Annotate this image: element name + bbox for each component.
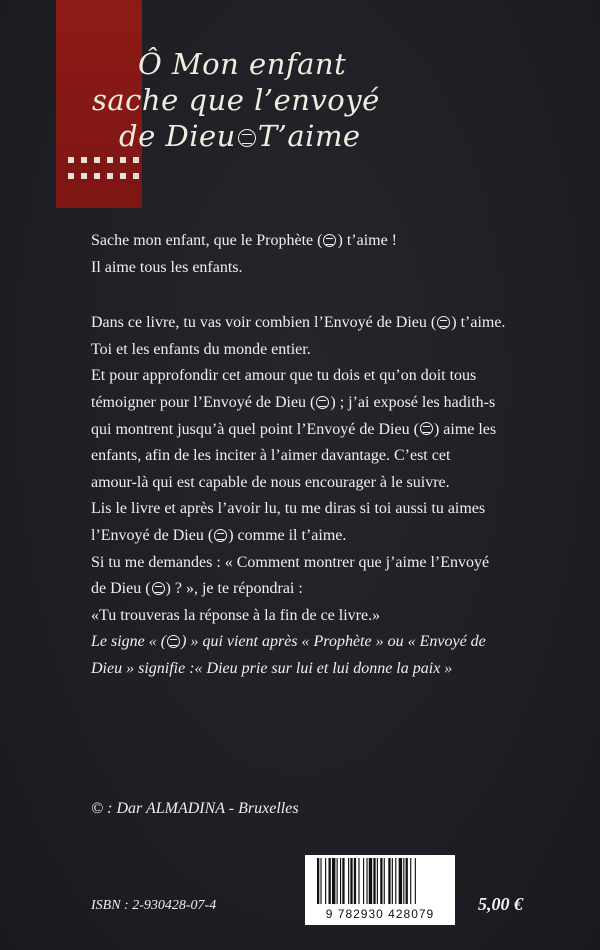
price: 5,00 €: [478, 894, 523, 914]
title-line-2: sache que l’envoyé: [92, 83, 380, 117]
back-cover-text: [91, 228, 531, 683]
paragraph-line: Sache mon enfant, que le Prophète ( ) t’aime !: [91, 232, 398, 249]
paragraph-line: Lis le livre et après l’avoir lu, tu me diras si toi aussi tu aimes: [91, 500, 486, 518]
salawat-seal-icon: [323, 234, 336, 247]
salawat-seal-icon: [437, 316, 450, 329]
paragraph-line: de Dieu ( ) ? », je te répondrai :: [91, 580, 303, 598]
publisher-copyright: © : Dar ALMADINA - Bruxelles: [91, 800, 299, 817]
salawat-seal-icon: [167, 635, 180, 648]
paragraph-line: Dans ce livre, tu vas voir combien l’Envoyé de Dieu ( ) t’aime.: [91, 314, 506, 332]
paragraph-line: l’Envoyé de Dieu ( ) comme il t’aime.: [91, 526, 347, 544]
barcode-number: 9 782930 428079: [325, 907, 435, 921]
paragraph-line: «Tu trouveras la réponse à la fin de ce livre.»: [91, 606, 381, 624]
paragraph-line: Et pour approfondir cet amour que tu dois et qu’on doit tous: [91, 367, 477, 385]
salawat-seal-icon: [238, 129, 256, 147]
title-line-3: [119, 118, 361, 154]
salawat-seal-icon: [316, 396, 329, 409]
paragraph-line: enfants, afin de les inciter à l’aimer davantage. C’est cet: [91, 447, 451, 465]
isbn: ISBN : 2-930428-07-4: [91, 898, 217, 913]
paragraph-line: Il aime tous les enfants.: [91, 258, 243, 276]
salawat-seal-icon: [420, 422, 433, 435]
salawat-seal-icon: [152, 582, 165, 595]
paragraph-line: Toi et les enfants du monde entier.: [91, 340, 311, 358]
paragraph-line: Le signe « ( ) » qui vient après « Prophète » ou « Envoyé de: [91, 633, 486, 651]
paragraph-line: Si tu me demandes : « Comment montrer que j’aime l’Envoyé: [91, 553, 490, 571]
decorative-dots-row: [68, 173, 148, 179]
salawat-seal-icon: [214, 529, 227, 542]
paragraph-line: Dieu » signifie :« Dieu prie sur lui et lui donne la paix »: [91, 659, 453, 677]
title-line-3-start: de Dieu: [119, 119, 236, 153]
title-line-1: Ô Mon enfant: [138, 47, 347, 81]
barcode-bars: [305, 855, 455, 907]
decorative-dots-row: [68, 157, 148, 163]
paragraph-line: amour-là qui est capable de nous encourager à le suivre.: [91, 473, 450, 491]
paragraph-line: qui montrent jusqu’à quel point l’Envoyé de Dieu ( ) aime les: [91, 420, 497, 438]
paragraph-line: témoigner pour l’Envoyé de Dieu ( ) ; j’ai exposé les hadith-s: [91, 393, 496, 411]
title-line-3-end: T’aime: [257, 119, 361, 153]
barcode: [305, 855, 455, 925]
